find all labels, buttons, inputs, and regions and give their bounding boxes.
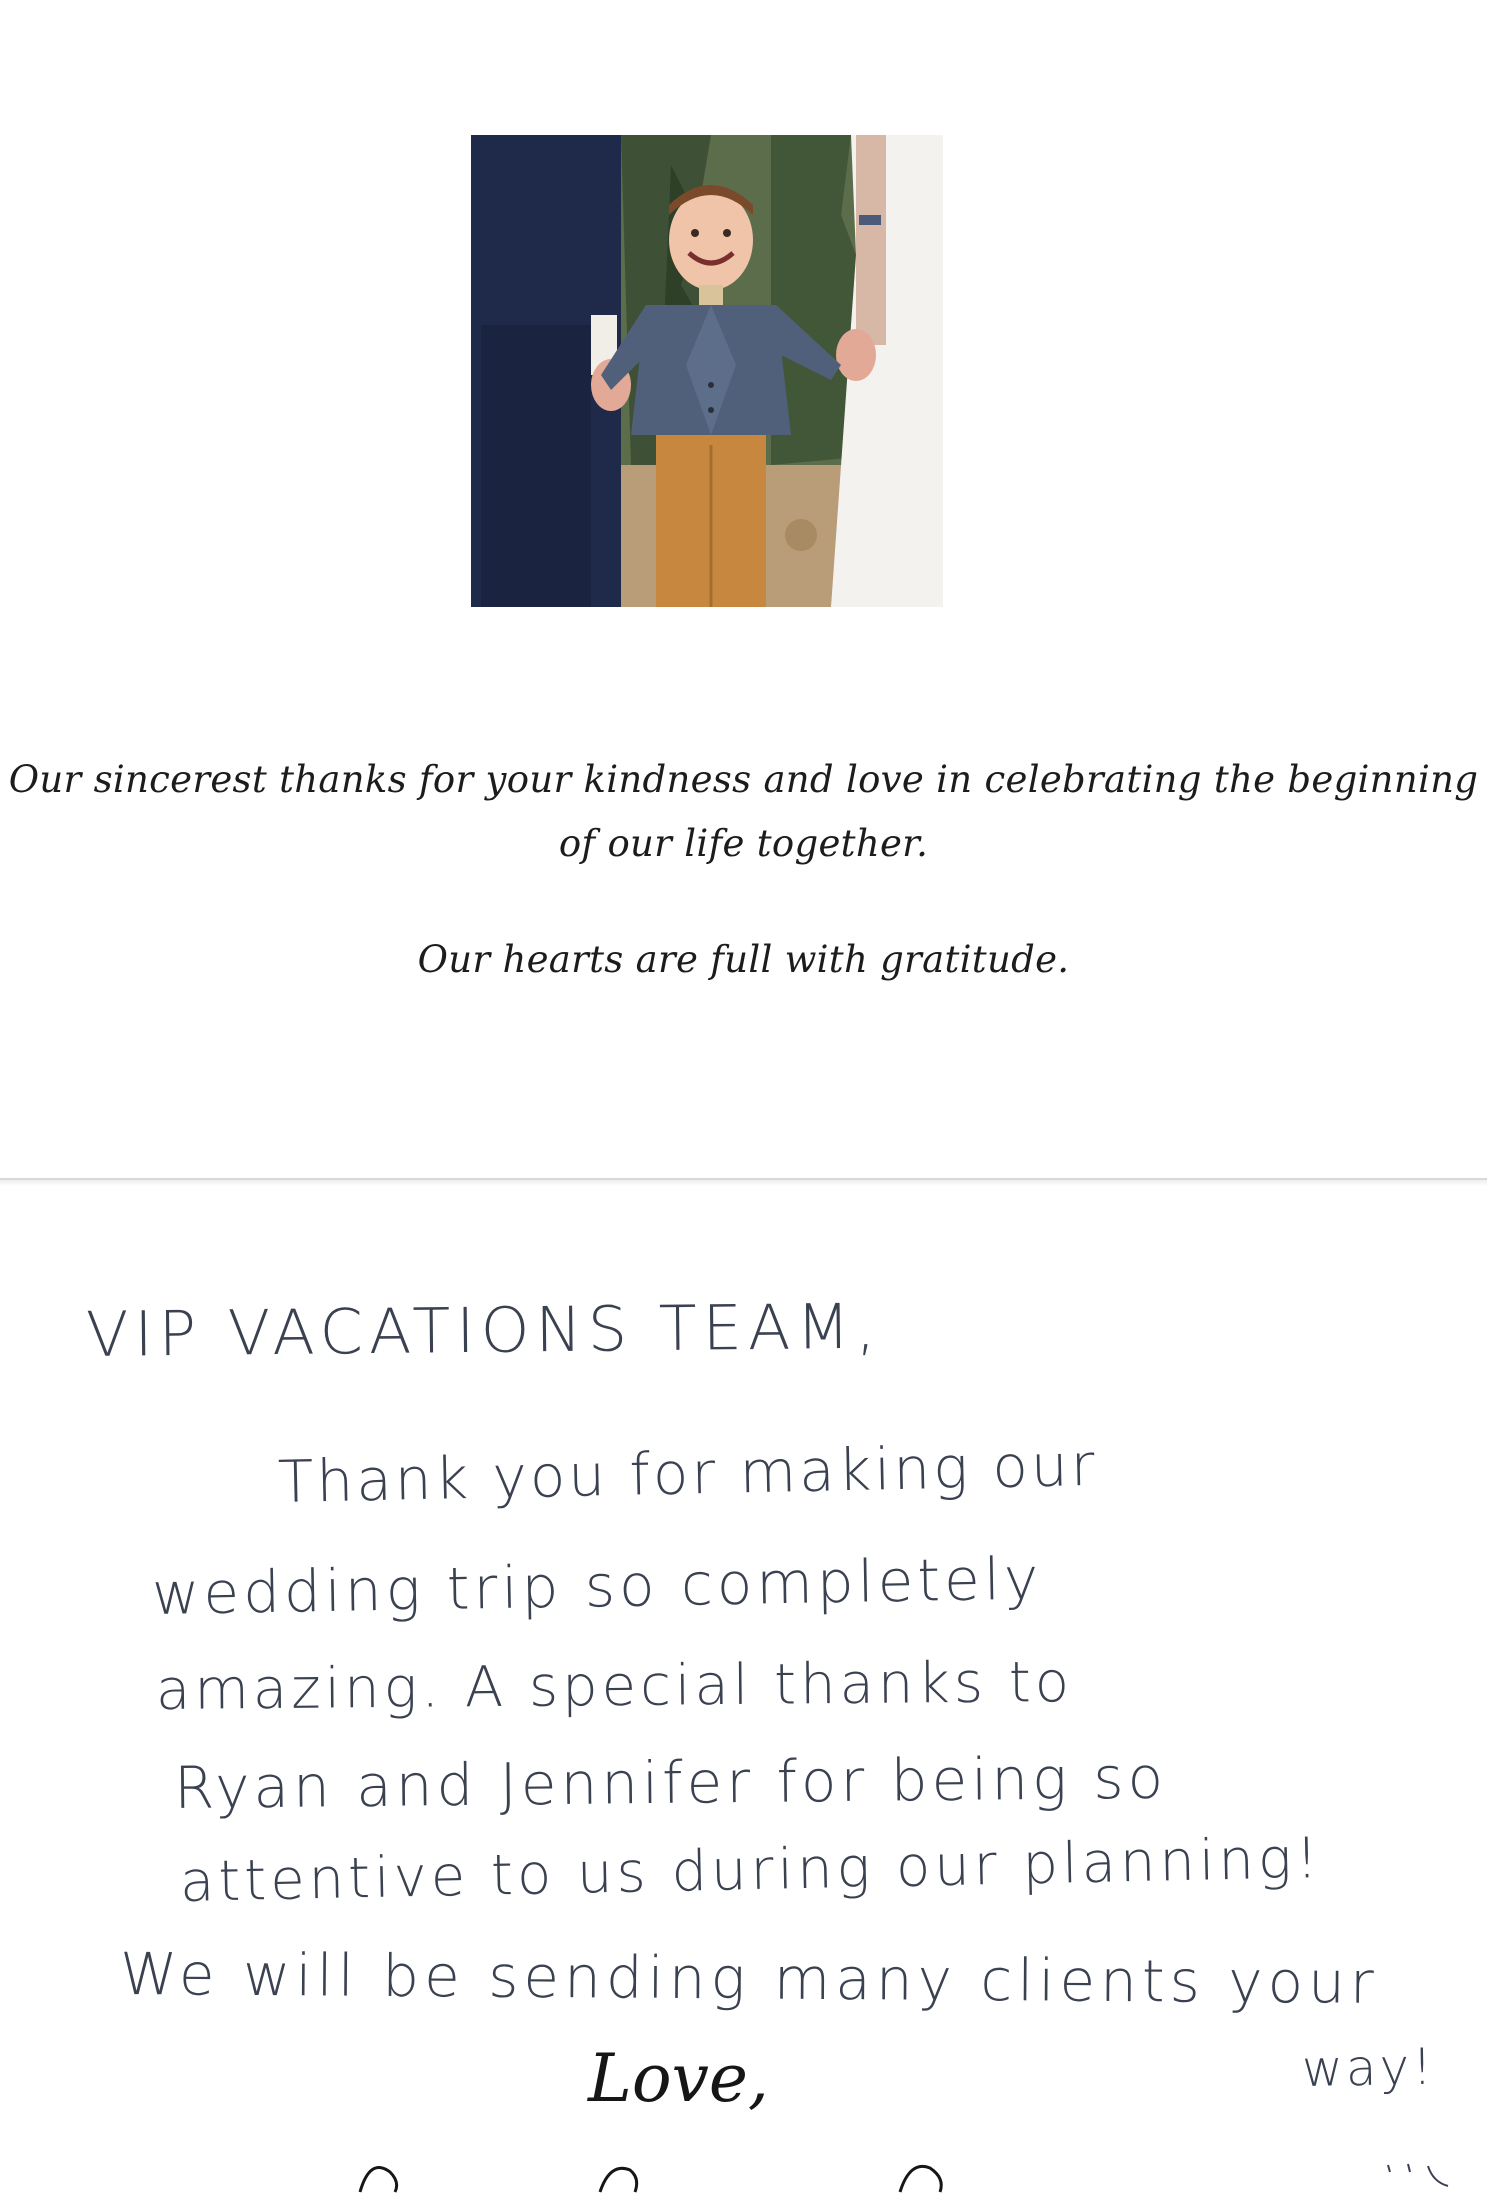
wedding-photo	[471, 135, 943, 607]
handwritten-line-2: wedding trip so completely	[151, 1544, 1043, 1628]
handwritten-line-6: We will be sending many clients your	[119, 1940, 1379, 2017]
signature-partial	[300, 2152, 1000, 2193]
printed-message-line-3: Our hearts are full with gratitude.	[417, 938, 1070, 981]
handwritten-greeting: VIP VACATIONS TEAM,	[85, 1289, 882, 1371]
handwritten-line-5: attentive to us during our planning!	[179, 1826, 1323, 1915]
handwritten-line-4: Ryan and Jennifer for being so	[173, 1743, 1168, 1822]
handwritten-line-3: amazing. A special thanks to	[155, 1649, 1074, 1723]
closing-love: Love,	[588, 2040, 769, 2117]
card-fold-shadow	[0, 1180, 1487, 1186]
printed-message-line-1: Our sincerest thanks for your kindness and love in celebrating the beginning	[8, 758, 1479, 801]
printed-message-line-2: of our life together.	[558, 822, 929, 865]
handwritten-marks	[1378, 2160, 1458, 2190]
handwritten-line-1: Thank you for making our	[277, 1430, 1099, 1516]
handwritten-line-7: way!	[1301, 2037, 1436, 2098]
